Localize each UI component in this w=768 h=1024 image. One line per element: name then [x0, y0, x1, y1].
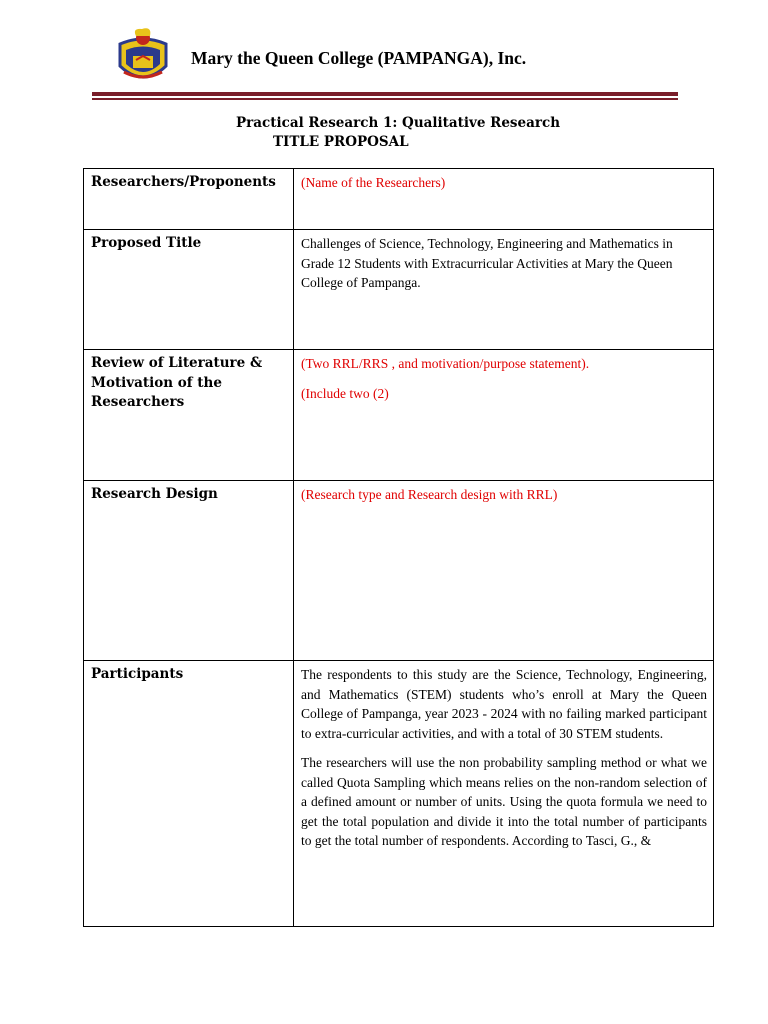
document-title: Practical Research 1: Qualitative Research: [236, 115, 561, 131]
row-value: [294, 350, 714, 481]
placeholder-text: (Name of the Researchers): [301, 175, 446, 190]
header-rule-thin: [92, 98, 678, 100]
row-value: [294, 230, 714, 350]
value-text: The researchers will use the non probability sampling method or what we called Quota Sampling which means relies on the non-random selection of a defined amount or number of units. Using the quota formula we need to get the total population and divide it into the total number of participants to get the total number of respondents. According to Tasci, G., &: [301, 755, 707, 848]
placeholder-text: (Two RRL/RRS , and motivation/purpose statement).: [301, 356, 590, 371]
row-value: [294, 661, 714, 927]
row-label: Research Design: [84, 481, 294, 661]
document-subtitle: TITLE PROPOSAL: [273, 134, 409, 150]
value-text: The respondents to this study are the Science, Technology, Engineering, and Mathematics (STEM) students who’s enroll at Mary the Queen College of Pampanga, year 2023 - 2024 with no failing marked participant to extra-curricular activities, and with a total of 30 STEM students.: [301, 667, 707, 741]
header-rule-thick: [92, 92, 678, 96]
school-name: Mary the Queen College (PAMPANGA), Inc.: [191, 48, 527, 68]
placeholder-text: (Include two (2): [301, 385, 389, 401]
placeholder-text: (Research type and Research design with RRL): [301, 487, 558, 502]
row-value: [294, 481, 714, 661]
table-row-review-of-literature: [84, 350, 714, 481]
table-row-participants: [84, 661, 714, 927]
college-seal-logo: [112, 26, 174, 88]
table-row-researchers: [84, 169, 714, 230]
value-text: Challenges of Science, Technology, Engineering and Mathematics in Grade 12 Students with Extracurricular Activities at Mary the Queen College of Pampanga.: [301, 236, 673, 290]
row-label: Researchers/Proponents: [84, 169, 294, 230]
table-row-research-design: [84, 481, 714, 661]
row-label: Proposed Title: [84, 230, 294, 350]
row-label: Participants: [84, 661, 294, 927]
row-value: [294, 169, 714, 230]
proposal-table: [83, 168, 714, 927]
table-row-proposed-title: [84, 230, 714, 350]
row-label: Review of Literature & Motivation of the Researchers: [84, 350, 294, 481]
